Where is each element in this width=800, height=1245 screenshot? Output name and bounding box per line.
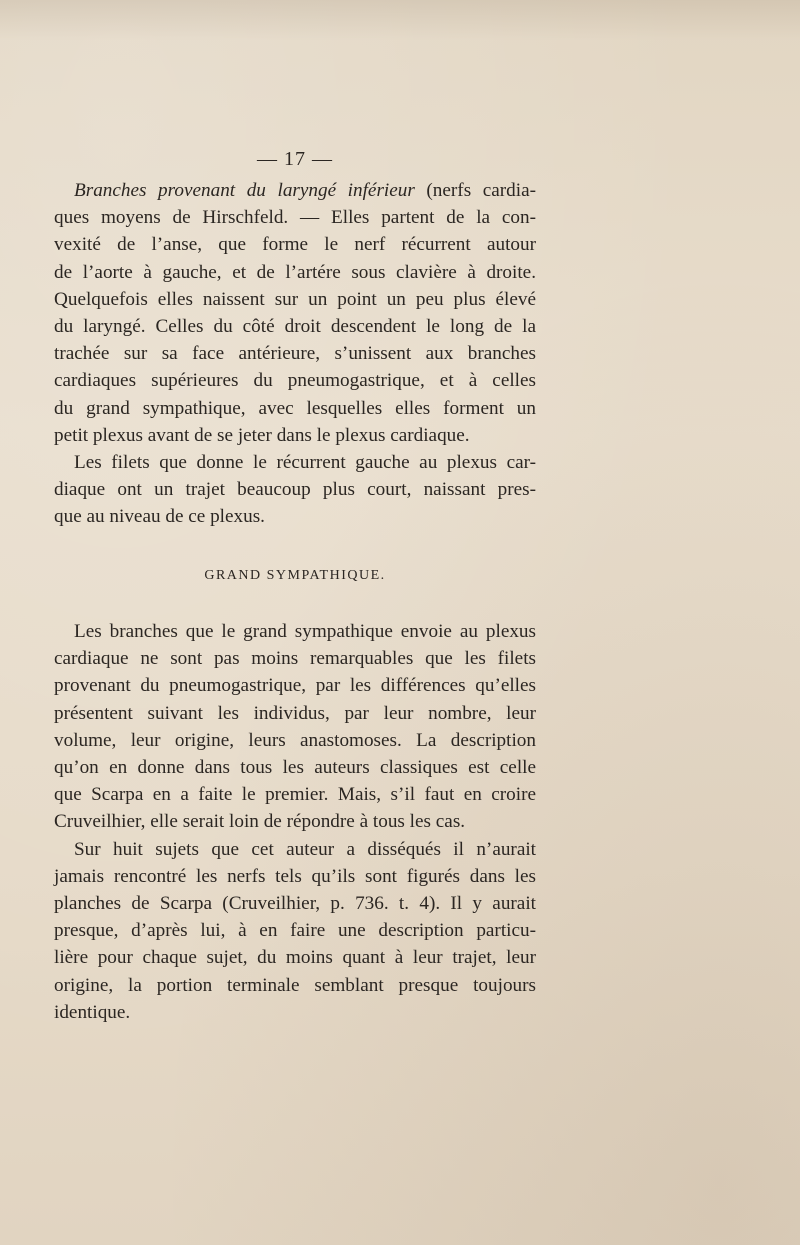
paragraph-line: Branches provenant du laryngé inférieur (nerfs cardia- [74, 180, 537, 201]
paragraph-line: identique. [54, 1001, 131, 1023]
paragraph-line: diaque ont un trajet beaucoup plus court, naissant pres- [54, 479, 536, 501]
text-block-lower [54, 618, 536, 1026]
paragraph-line: que au niveau de ce plexus. [54, 506, 265, 528]
text-block-upper [54, 177, 536, 531]
paragraph-line: jamais rencontré les nerfs tels qu’ils sont figurés dans les [54, 865, 536, 887]
paragraph-cruveilhier [54, 836, 536, 1026]
paragraph-line: planches de Scarpa (Cruveilhier, p. 736. t. 4). Il y aurait [54, 893, 536, 915]
italic-heading: Branches provenant du laryngé inférieur [74, 180, 415, 201]
paragraph-line: petit plexus avant de se jeter dans le plexus cardiaque. [54, 424, 470, 446]
paragraph-line: origine, la portion terminale semblant presque toujours [54, 974, 536, 996]
paragraph-laryngeal-branches [54, 177, 536, 449]
paragraph-line: provenant du pneumogastrique, par les différences qu’elles [54, 675, 536, 697]
paragraph-line: Les branches que le grand sympathique envoie au plexus [74, 621, 536, 642]
paragraph-line: Les filets que donne le récurrent gauche au plexus car- [74, 452, 536, 474]
paragraph-line: du grand sympathique, avec lesquelles elles forment un [54, 397, 536, 419]
paragraph-line: presque, d’après lui, à en faire une description particu- [54, 920, 536, 942]
paragraph-line: de l’aorte à gauche, et de l’artére sous clavière à droite. [54, 261, 536, 283]
paragraph-line: vexité de l’anse, que forme le nerf récurrent autour [54, 234, 536, 256]
paragraph-line: du laryngé. Celles du côté droit descendent le long de la [54, 316, 536, 338]
paragraph-line: trachée sur sa face antérieure, s’unissent aux branches [54, 343, 536, 365]
paragraph-line: Quelquefois elles naissent sur un point un peu plus élevé [54, 288, 536, 310]
paragraph-line: lière pour chaque sujet, du moins quant à leur trajet, leur [54, 947, 536, 969]
paragraph-line: qu’on en donne dans tous les auteurs classiques est celle [54, 757, 536, 779]
section-heading: GRAND SYMPATHIQUE. [204, 568, 386, 583]
paragraph-line: ques moyens de Hirschfeld. — Elles partent de la con- [54, 207, 536, 229]
paragraph-line: volume, leur origine, leurs anastomoses. La description [54, 729, 536, 751]
paragraph-line: Sur huit sujets que cet auteur a disséqués il n’aurait [74, 838, 536, 860]
paragraph-line: que Scarpa en a faite le premier. Mais, s’il faut en croire [54, 784, 536, 806]
paragraph-sympathetic-branches [54, 618, 536, 836]
paragraph-line: présentent suivant les individus, par leur nombre, leur [54, 702, 536, 724]
paragraph-recurrent-filets [54, 449, 536, 531]
page-number: — 17 — [257, 148, 333, 170]
paragraph-line: cardiaques supérieures du pneumogastrique, et à celles [54, 370, 536, 392]
paragraph-line: Cruveilhier, elle serait loin de répondre à tous les cas. [54, 811, 466, 833]
paragraph-line: cardiaque ne sont pas moins remarquables que les filets [54, 648, 536, 670]
